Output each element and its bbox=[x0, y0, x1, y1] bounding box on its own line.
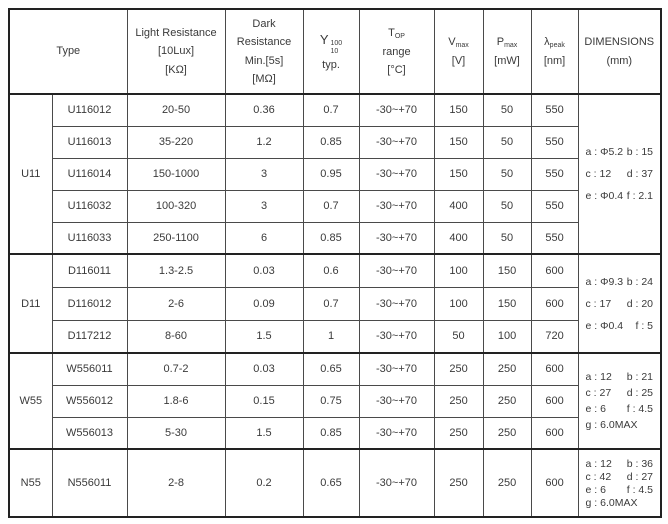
col-header-pmax: $P_{max}$ [mW] bbox=[483, 9, 531, 94]
gamma-cell: 0.95 bbox=[303, 158, 359, 190]
pmax-cell: 50 bbox=[483, 126, 531, 158]
vmax-cell: 250 bbox=[434, 353, 483, 385]
pmax-cell: 250 bbox=[483, 385, 531, 417]
table-row bbox=[9, 449, 661, 517]
pmax-cell: 50 bbox=[483, 222, 531, 254]
dark-resistance-cell: 0.03 bbox=[225, 254, 303, 287]
model-cell: W556012 bbox=[52, 385, 127, 417]
top-range-cell: -30~+70 bbox=[359, 254, 434, 287]
group-label-w55: W55 bbox=[9, 353, 52, 449]
gamma-cell: 0.65 bbox=[303, 353, 359, 385]
vmax-cell: 100 bbox=[434, 287, 483, 320]
lambda-cell: 550 bbox=[531, 158, 578, 190]
lambda-cell: 600 bbox=[531, 254, 578, 287]
group-label-n55: N55 bbox=[9, 449, 52, 517]
gamma-cell: 0.7 bbox=[303, 287, 359, 320]
pmax-cell: 50 bbox=[483, 94, 531, 126]
table-row bbox=[9, 287, 661, 320]
gamma-cell: 0.7 bbox=[303, 94, 359, 126]
col-header-lambda-peak: $\lambda_{peak}$ [nm] bbox=[531, 9, 578, 94]
model-cell: U116033 bbox=[52, 222, 127, 254]
dark-resistance-cell: 0.15 bbox=[225, 385, 303, 417]
gamma-cell: 0.85 bbox=[303, 222, 359, 254]
pmax-cell: 100 bbox=[483, 320, 531, 353]
vmax-cell: 250 bbox=[434, 449, 483, 517]
pmax-cell: 250 bbox=[483, 353, 531, 385]
light-resistance-cell: 20-50 bbox=[127, 94, 225, 126]
dark-resistance-cell: 6 bbox=[225, 222, 303, 254]
dimensions-d11: a : Φ9.3 b : 24 c : 17 d : 20 e : Φ0.4 f : 5 bbox=[578, 254, 661, 353]
table-row bbox=[9, 254, 661, 287]
col-header-top-range: $T_{OP}$ range [°C] bbox=[359, 9, 434, 94]
light-resistance-cell: 2-6 bbox=[127, 287, 225, 320]
top-range-cell: -30~+70 bbox=[359, 190, 434, 222]
model-cell: U116014 bbox=[52, 158, 127, 190]
pmax-cell: 50 bbox=[483, 158, 531, 190]
photoresistor-spec-table bbox=[8, 8, 662, 518]
model-cell: D116011 bbox=[52, 254, 127, 287]
dark-resistance-cell: 1.5 bbox=[225, 417, 303, 449]
vmax-cell: 150 bbox=[434, 158, 483, 190]
table-row bbox=[9, 320, 661, 353]
model-cell: D117212 bbox=[52, 320, 127, 353]
lambda-cell: 550 bbox=[531, 94, 578, 126]
table-row bbox=[9, 417, 661, 449]
col-header-type: Type bbox=[9, 9, 127, 94]
light-resistance-cell: 250-1100 bbox=[127, 222, 225, 254]
pmax-cell: 250 bbox=[483, 417, 531, 449]
gamma-cell: 0.85 bbox=[303, 417, 359, 449]
table-row bbox=[9, 158, 661, 190]
group-label-d11: D11 bbox=[9, 254, 52, 353]
table-row bbox=[9, 353, 661, 385]
dimensions-n55: a : 12 b : 36 c : 42 d : 27 e : 6 f : 4.5 g : 6.0MAX bbox=[578, 449, 661, 517]
col-header-vmax: $V_{max}$ [V] bbox=[434, 9, 483, 94]
lambda-cell: 600 bbox=[531, 353, 578, 385]
top-range-cell: -30~+70 bbox=[359, 222, 434, 254]
model-cell: W556013 bbox=[52, 417, 127, 449]
pmax-cell: 150 bbox=[483, 287, 531, 320]
col-header-gamma bbox=[303, 9, 359, 94]
light-resistance-cell: 5-30 bbox=[127, 417, 225, 449]
dimensions-u11: a : Φ5.2 b : 15 c : 12 d : 37 e : Φ0.4 f : 2.1 bbox=[578, 94, 661, 254]
light-resistance-cell: 0.7-2 bbox=[127, 353, 225, 385]
vmax-cell: 400 bbox=[434, 190, 483, 222]
top-range-cell: -30~+70 bbox=[359, 320, 434, 353]
lambda-cell: 550 bbox=[531, 190, 578, 222]
vmax-cell: 50 bbox=[434, 320, 483, 353]
vmax-cell: 250 bbox=[434, 385, 483, 417]
gamma-typ: typ. bbox=[322, 58, 340, 71]
table-row bbox=[9, 126, 661, 158]
gamma-cell: 1 bbox=[303, 320, 359, 353]
light-resistance-cell: 35-220 bbox=[127, 126, 225, 158]
top-range-cell: -30~+70 bbox=[359, 158, 434, 190]
gamma-symbol: Y bbox=[319, 32, 329, 48]
light-resistance-cell: 2-8 bbox=[127, 449, 225, 517]
gamma-cell: 0.7 bbox=[303, 190, 359, 222]
model-cell: W556011 bbox=[52, 353, 127, 385]
model-cell: D116012 bbox=[52, 287, 127, 320]
light-resistance-cell: 100-320 bbox=[127, 190, 225, 222]
light-resistance-cell: 1.8-6 bbox=[127, 385, 225, 417]
vmax-cell: 400 bbox=[434, 222, 483, 254]
pmax-cell: 250 bbox=[483, 449, 531, 517]
table-row bbox=[9, 385, 661, 417]
model-cell: U116012 bbox=[52, 94, 127, 126]
table-header-row bbox=[9, 9, 661, 94]
light-resistance-cell: 1.3-2.5 bbox=[127, 254, 225, 287]
vmax-cell: 250 bbox=[434, 417, 483, 449]
dimensions-w55: a : 12 b : 21 c : 27 d : 25 e : 6 f : 4.5 g : 6.0MAX bbox=[578, 353, 661, 449]
gamma-ratio: 100 10 bbox=[330, 40, 343, 55]
lambda-cell: 550 bbox=[531, 222, 578, 254]
light-resistance-cell: 8-60 bbox=[127, 320, 225, 353]
top-range-cell: -30~+70 bbox=[359, 449, 434, 517]
model-cell: U116013 bbox=[52, 126, 127, 158]
col-header-dimensions: DIMENSIONS (mm) bbox=[578, 9, 661, 94]
col-header-light-resistance: Light Resistance [10Lux] [KΩ] bbox=[127, 9, 225, 94]
vmax-cell: 150 bbox=[434, 94, 483, 126]
top-range-cell: -30~+70 bbox=[359, 417, 434, 449]
model-cell: U116032 bbox=[52, 190, 127, 222]
dark-resistance-cell: 0.09 bbox=[225, 287, 303, 320]
dark-resistance-cell: 1.2 bbox=[225, 126, 303, 158]
top-range-cell: -30~+70 bbox=[359, 126, 434, 158]
dark-resistance-cell: 0.03 bbox=[225, 353, 303, 385]
group-label-u11: U11 bbox=[9, 94, 52, 254]
dark-resistance-cell: 1.5 bbox=[225, 320, 303, 353]
table-row bbox=[9, 222, 661, 254]
dark-resistance-cell: 0.2 bbox=[225, 449, 303, 517]
table-row bbox=[9, 190, 661, 222]
col-header-dark-resistance: Dark Resistance Min.[5s] [MΩ] bbox=[225, 9, 303, 94]
top-range-cell: -30~+70 bbox=[359, 94, 434, 126]
lambda-cell: 550 bbox=[531, 126, 578, 158]
top-range-cell: -30~+70 bbox=[359, 287, 434, 320]
dark-resistance-cell: 3 bbox=[225, 158, 303, 190]
table-row bbox=[9, 94, 661, 126]
vmax-cell: 100 bbox=[434, 254, 483, 287]
lambda-cell: 720 bbox=[531, 320, 578, 353]
top-range-cell: -30~+70 bbox=[359, 385, 434, 417]
gamma-cell: 0.85 bbox=[303, 126, 359, 158]
dark-resistance-cell: 0.36 bbox=[225, 94, 303, 126]
gamma-cell: 0.6 bbox=[303, 254, 359, 287]
gamma-cell: 0.75 bbox=[303, 385, 359, 417]
model-cell: N556011 bbox=[52, 449, 127, 517]
gamma-cell: 0.65 bbox=[303, 449, 359, 517]
pmax-cell: 50 bbox=[483, 190, 531, 222]
lambda-cell: 600 bbox=[531, 385, 578, 417]
dark-resistance-cell: 3 bbox=[225, 190, 303, 222]
vmax-cell: 150 bbox=[434, 126, 483, 158]
lambda-cell: 600 bbox=[531, 449, 578, 517]
lambda-cell: 600 bbox=[531, 417, 578, 449]
pmax-cell: 150 bbox=[483, 254, 531, 287]
top-range-cell: -30~+70 bbox=[359, 353, 434, 385]
light-resistance-cell: 150-1000 bbox=[127, 158, 225, 190]
lambda-cell: 600 bbox=[531, 287, 578, 320]
